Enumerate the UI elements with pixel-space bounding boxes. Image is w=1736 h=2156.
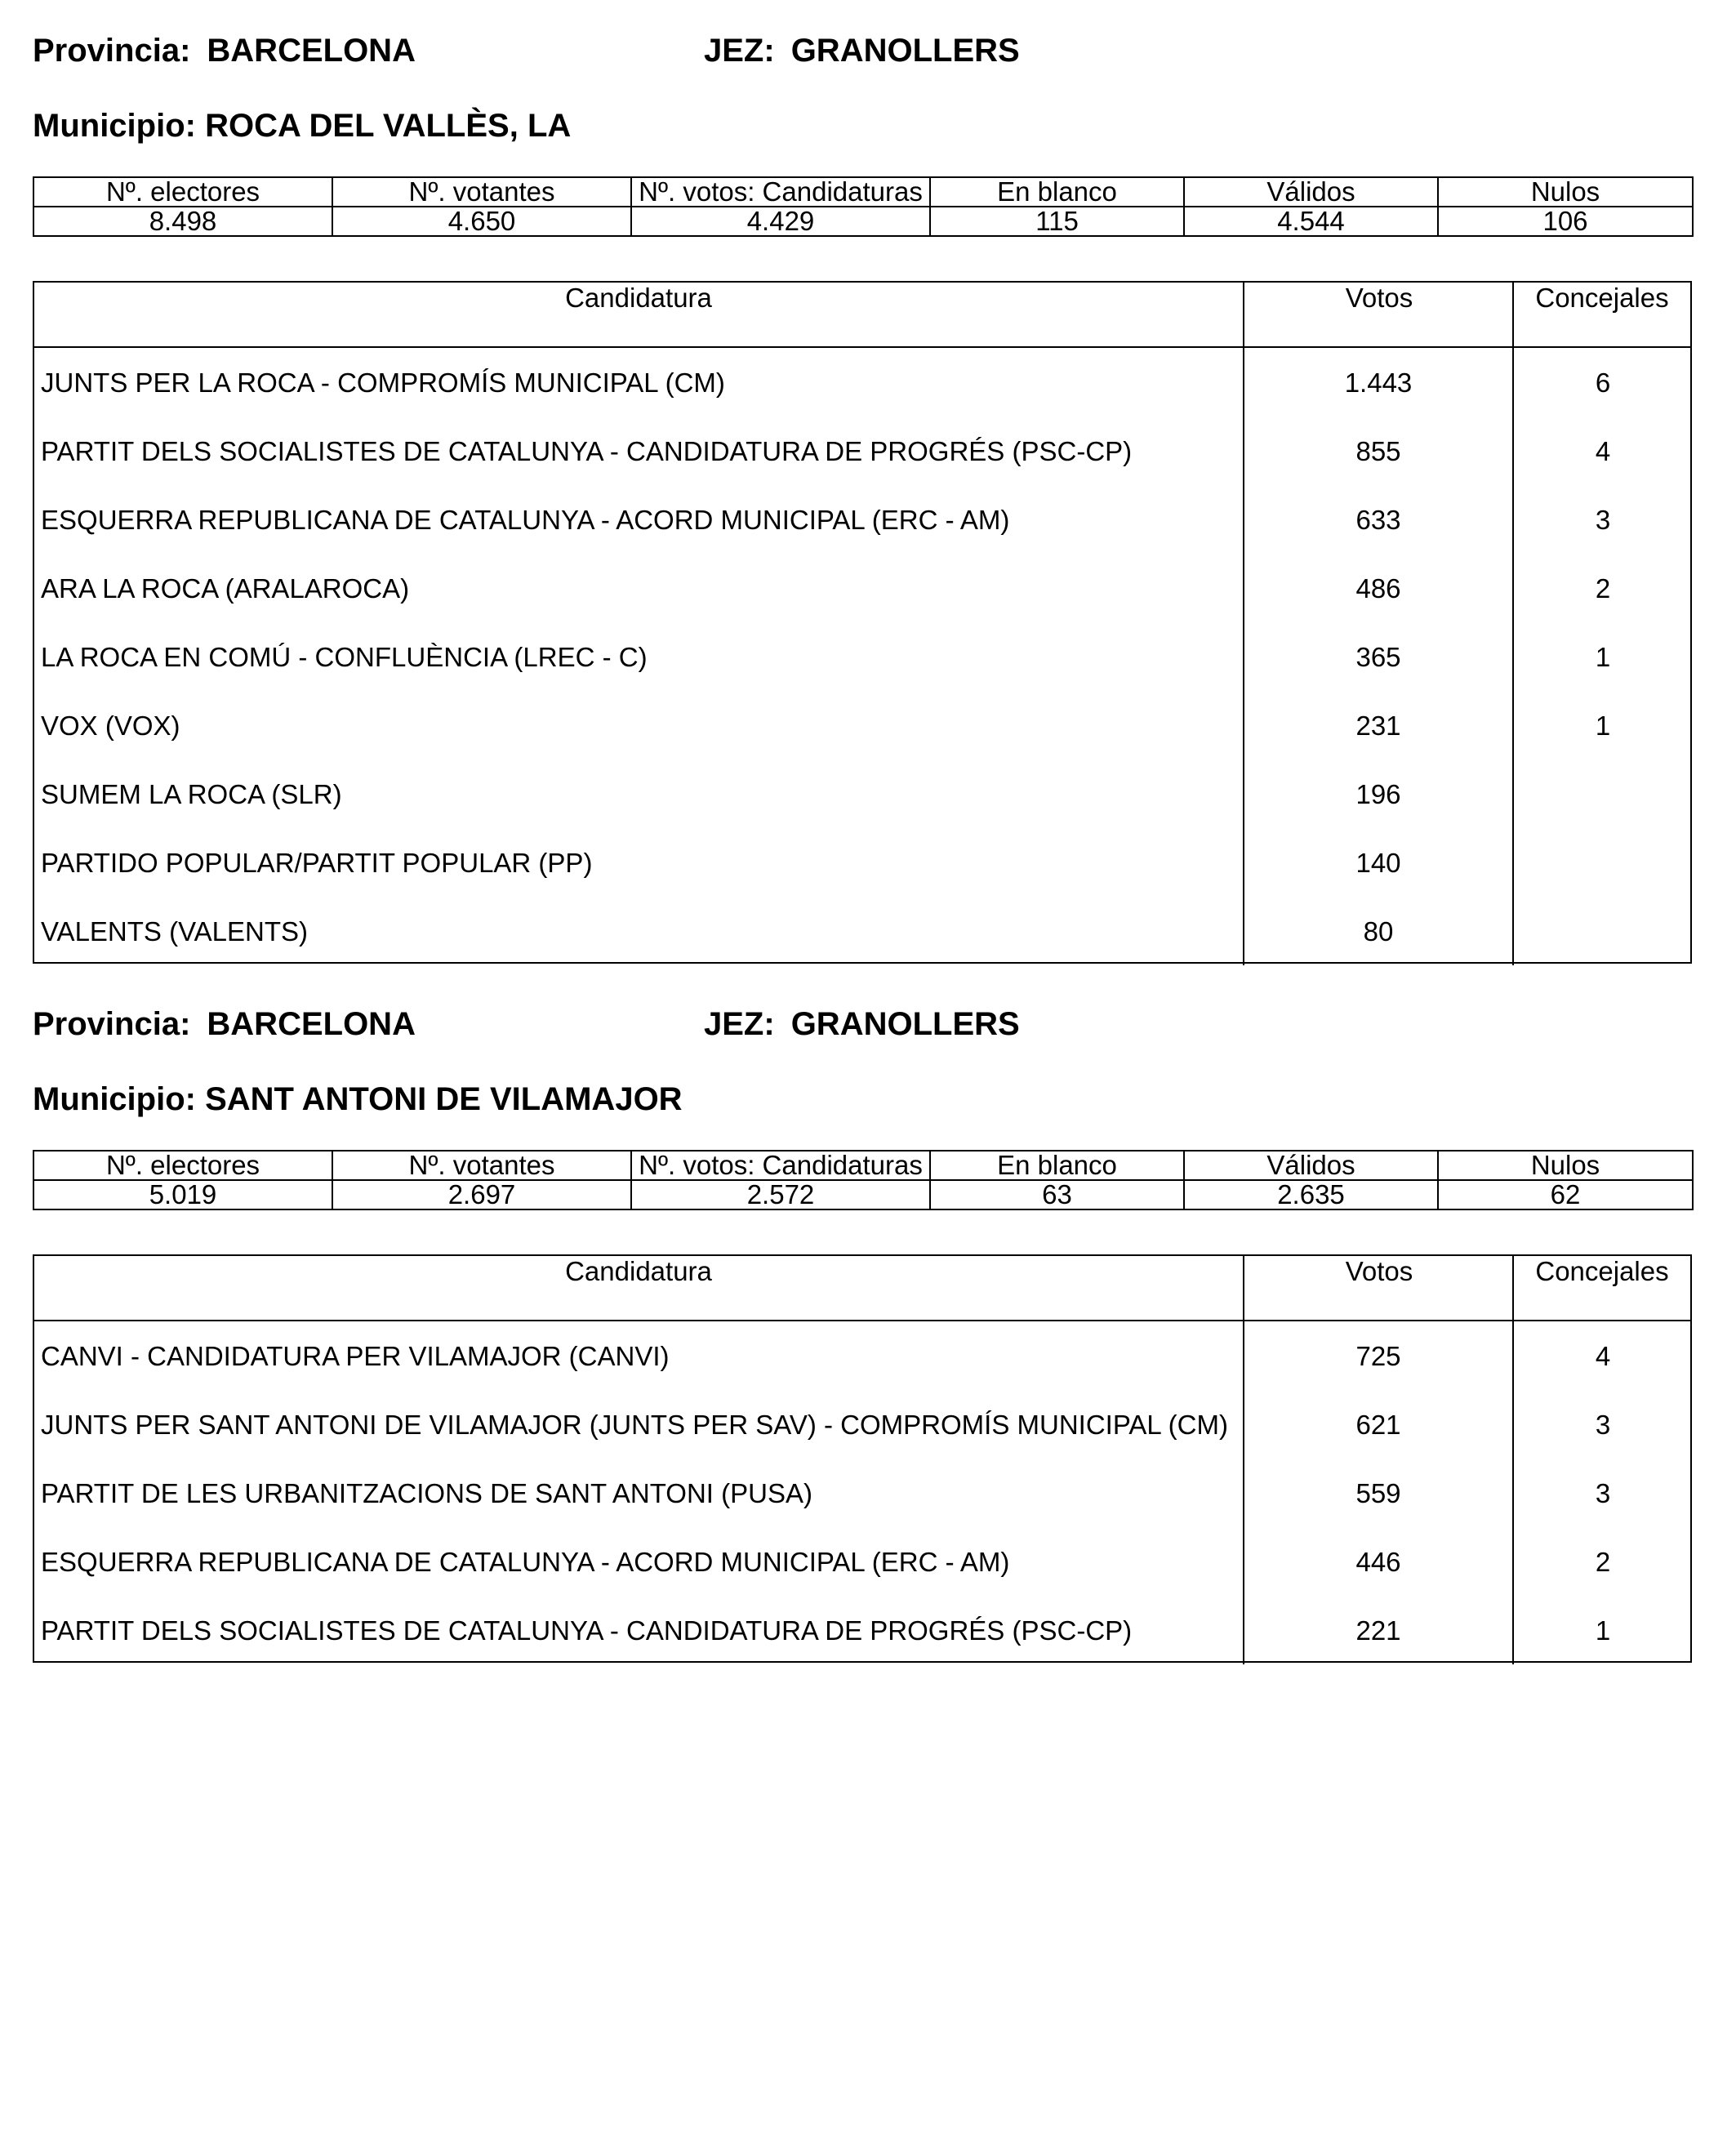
- candidate-name: PARTIT DELS SOCIALISTES DE CATALUNYA - CANDIDATURA DE PROGRÉS (PSC-CP): [41, 1615, 1133, 1646]
- candidate-name: ARA LA ROCA (ARALAROCA): [41, 573, 410, 604]
- candidates-header-row: [34, 1256, 1690, 1321]
- value-votantes: 2.697: [332, 1180, 631, 1209]
- value-nulos: 62: [1438, 1180, 1693, 1209]
- candidate-concejales: 6: [1595, 368, 1611, 398]
- value-en-blanco: 115: [930, 207, 1184, 236]
- header-nulos: Nulos: [1438, 1151, 1693, 1180]
- candidates-table: [33, 281, 1692, 964]
- candidate-votes: 446: [1355, 1547, 1401, 1577]
- table-row: [34, 1321, 1690, 1390]
- municipio-label: Municipio:: [33, 1081, 196, 1117]
- jez-heading: [704, 31, 1020, 70]
- candidate-votes: 221: [1355, 1615, 1401, 1646]
- candidate-concejales: 1: [1595, 642, 1611, 672]
- provincia-label: Provincia:: [33, 1006, 191, 1042]
- value-electores: 8.498: [33, 207, 332, 236]
- candidate-concejales: 2: [1595, 573, 1611, 604]
- table-row: [34, 897, 1690, 965]
- candidate-name: PARTIT DE LES URBANITZACIONS DE SANT ANTONI (PUSA): [41, 1478, 812, 1508]
- value-en-blanco: 63: [930, 1180, 1184, 1209]
- header-electores: Nº. electores: [33, 1151, 332, 1180]
- candidates-body: [34, 1321, 1690, 1664]
- candidate-concejales: 3: [1595, 505, 1611, 535]
- table-row: [34, 828, 1690, 897]
- summary-value-row: [33, 1180, 1693, 1209]
- jez-value: GRANOLLERS: [790, 1006, 1020, 1042]
- candidates-header-row: [34, 283, 1690, 348]
- value-validos: 2.635: [1184, 1180, 1438, 1209]
- header-validos: Válidos: [1184, 177, 1438, 207]
- header-en-blanco: En blanco: [930, 177, 1184, 207]
- candidate-name: CANVI - CANDIDATURA PER VILAMAJOR (CANVI): [41, 1341, 670, 1371]
- candidate-votes: 365: [1355, 642, 1401, 672]
- candidate-votes: 559: [1355, 1478, 1401, 1508]
- header-nulos: Nulos: [1438, 177, 1693, 207]
- candidate-votes: 196: [1355, 779, 1401, 809]
- header-votos-candidaturas: Nº. votos: Candidaturas: [631, 1151, 930, 1180]
- summary-header-row: [33, 1151, 1693, 1180]
- candidates-body: [34, 348, 1690, 965]
- header-votantes: Nº. votantes: [332, 177, 631, 207]
- candidate-votes: 140: [1355, 848, 1401, 878]
- header-candidatura: Candidatura: [565, 283, 712, 313]
- candidate-concejales: 3: [1595, 1410, 1611, 1440]
- candidate-concejales: 1: [1595, 1615, 1611, 1646]
- header-electores: Nº. electores: [33, 177, 332, 207]
- provincia-value: BARCELONA: [207, 1006, 416, 1042]
- header-votantes: Nº. votantes: [332, 1151, 631, 1180]
- jez-label: JEZ:: [704, 1006, 775, 1042]
- table-row: [34, 416, 1690, 485]
- table-row: [34, 691, 1690, 760]
- value-votos-candidaturas: 2.572: [631, 1180, 930, 1209]
- table-row: [34, 554, 1690, 622]
- summary-table: [33, 176, 1694, 237]
- candidate-name: ESQUERRA REPUBLICANA DE CATALUNYA - ACORD MUNICIPAL (ERC - AM): [41, 505, 1010, 535]
- header-votos-candidaturas: Nº. votos: Candidaturas: [631, 177, 930, 207]
- header-validos: Válidos: [1184, 1151, 1438, 1180]
- candidate-name: VALENTS (VALENTS): [41, 916, 309, 947]
- summary-header-row: [33, 177, 1693, 207]
- candidate-votes: 1.443: [1344, 368, 1413, 398]
- provincia-heading: [33, 31, 416, 70]
- summary-value-row: [33, 207, 1693, 236]
- candidate-concejales: 3: [1595, 1478, 1611, 1508]
- candidate-name: VOX (VOX): [41, 710, 180, 741]
- value-votos-candidaturas: 4.429: [631, 207, 930, 236]
- table-row: [34, 622, 1690, 691]
- value-validos: 4.544: [1184, 207, 1438, 236]
- provincia-value: BARCELONA: [207, 33, 416, 69]
- candidate-name: JUNTS PER SANT ANTONI DE VILAMAJOR (JUNTS PER SAV) - COMPROMÍS MUNICIPAL (CM): [41, 1410, 1228, 1440]
- candidate-votes: 486: [1355, 573, 1401, 604]
- jez-label: JEZ:: [704, 33, 775, 69]
- candidate-name: SUMEM LA ROCA (SLR): [41, 779, 342, 809]
- header-en-blanco: En blanco: [930, 1151, 1184, 1180]
- table-row: [34, 1527, 1690, 1596]
- jez-heading: [704, 1004, 1020, 1044]
- provincia-label: Provincia:: [33, 33, 191, 69]
- value-electores: 5.019: [33, 1180, 332, 1209]
- summary-table: [33, 1150, 1694, 1210]
- table-row: [34, 1459, 1690, 1527]
- candidate-name: LA ROCA EN COMÚ - CONFLUÈNCIA (LREC - C): [41, 642, 648, 672]
- municipio-value: SANT ANTONI DE VILAMAJOR: [205, 1081, 683, 1117]
- candidate-name: PARTIDO POPULAR/PARTIT POPULAR (PP): [41, 848, 593, 878]
- candidate-concejales: 1: [1595, 710, 1611, 741]
- jez-value: GRANOLLERS: [790, 33, 1020, 69]
- candidate-concejales: 4: [1595, 436, 1611, 466]
- header-votos: Votos: [1243, 1256, 1514, 1320]
- candidate-votes: 633: [1355, 505, 1401, 535]
- table-row: [34, 485, 1690, 554]
- candidate-votes: 231: [1355, 710, 1401, 741]
- candidates-table: [33, 1254, 1692, 1663]
- candidate-name: JUNTS PER LA ROCA - COMPROMÍS MUNICIPAL (CM): [41, 368, 725, 398]
- header-concejales: Concejales: [1512, 1256, 1690, 1320]
- header-votos: Votos: [1243, 283, 1514, 346]
- municipio-value: ROCA DEL VALLÈS, LA: [205, 108, 572, 144]
- value-nulos: 106: [1438, 207, 1693, 236]
- header-candidatura: Candidatura: [565, 1256, 712, 1286]
- provincia-heading: [33, 1004, 416, 1044]
- table-row: [34, 1596, 1690, 1664]
- value-votantes: 4.650: [332, 207, 631, 236]
- candidate-votes: 725: [1355, 1341, 1401, 1371]
- header-concejales: Concejales: [1512, 283, 1690, 346]
- candidate-votes: 855: [1355, 436, 1401, 466]
- candidate-name: PARTIT DELS SOCIALISTES DE CATALUNYA - CANDIDATURA DE PROGRÉS (PSC-CP): [41, 436, 1133, 466]
- candidate-concejales: 2: [1595, 1547, 1611, 1577]
- municipio-label: Municipio:: [33, 108, 196, 144]
- candidate-name: ESQUERRA REPUBLICANA DE CATALUNYA - ACORD MUNICIPAL (ERC - AM): [41, 1547, 1010, 1577]
- table-row: [34, 760, 1690, 828]
- table-row: [34, 348, 1690, 416]
- municipio-heading: [33, 106, 571, 145]
- table-row: [34, 1390, 1690, 1459]
- municipio-heading: [33, 1080, 683, 1119]
- candidate-concejales: 4: [1595, 1341, 1611, 1371]
- candidate-votes: 80: [1363, 916, 1394, 947]
- candidate-votes: 621: [1355, 1410, 1401, 1440]
